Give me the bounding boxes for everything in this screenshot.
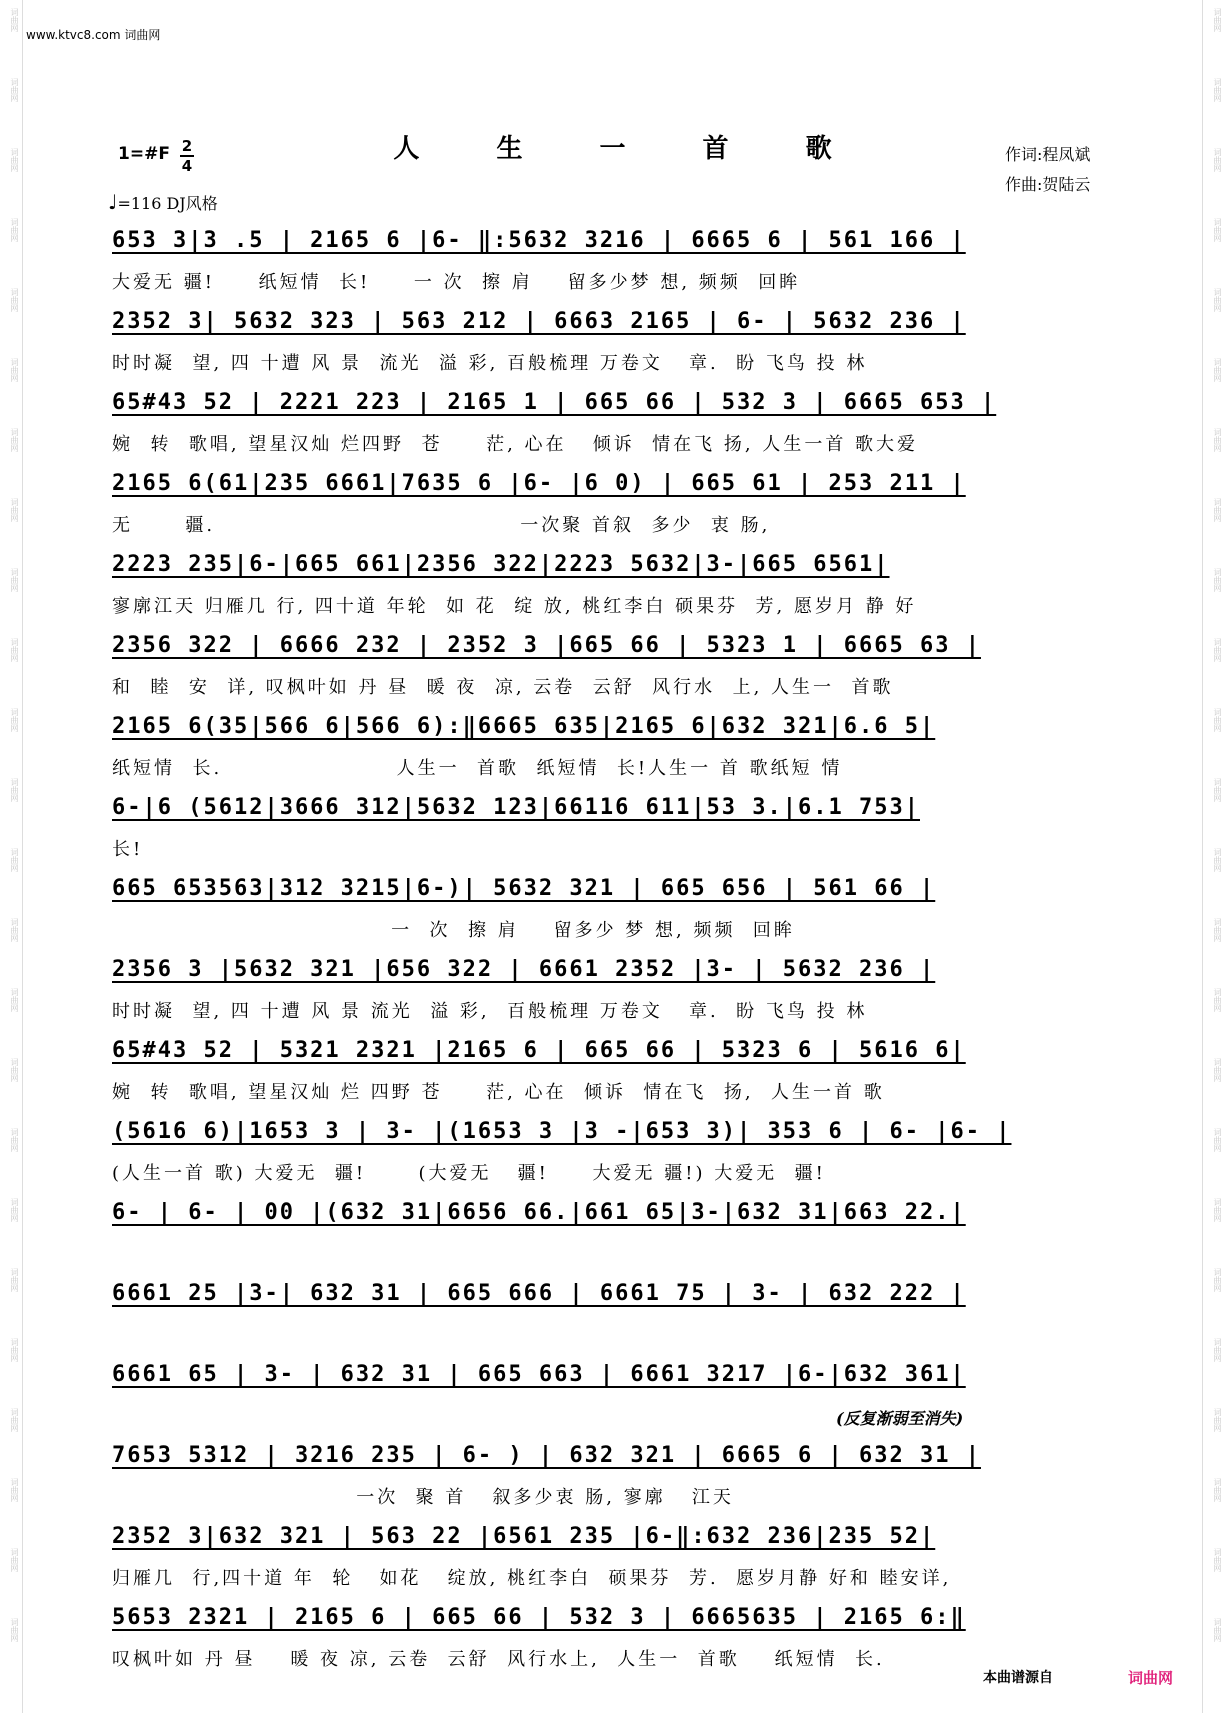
repeat-note: (反复渐弱至消失) xyxy=(836,1409,964,1428)
lyrics-line: 婉 转 歌唱, 望星汉灿 烂 四野 苍 茫, 心在 倾诉 情在飞 扬, 人生一首 歌 xyxy=(112,1082,885,1103)
composer-credit: 作曲:贺陆云 xyxy=(1005,175,1091,194)
watermark-text: 词曲网 xyxy=(10,1478,19,1502)
watermark-text: 词曲网 xyxy=(1213,1618,1222,1642)
tempo-marking xyxy=(108,190,218,214)
music-line: (5616 6)|1653 3 | 3- |(1653 3 |3 -|653 3)| 353 6 | 6- |6- | xyxy=(112,1119,1012,1144)
right-watermark-strip xyxy=(1202,0,1225,1713)
lyrics-line: 无 疆. 一次聚 首叙 多少 衷 肠, xyxy=(112,515,771,536)
watermark-text: 词曲网 xyxy=(1213,708,1222,732)
watermark-text: 词曲网 xyxy=(1213,1198,1222,1222)
music-line: 2223 235|6-|665 661|2356 322|2223 5632|3-|665 6561| xyxy=(112,552,890,577)
lyrics-line: 一次 聚 首 叙多少衷 肠, 寥廓 江天 xyxy=(112,1487,734,1508)
watermark-text: 词曲网 xyxy=(10,568,19,592)
watermark-text: 词曲网 xyxy=(10,8,19,32)
watermark-text: 词曲网 xyxy=(1213,918,1222,942)
watermark-text: 词曲网 xyxy=(10,498,19,522)
watermark-text: 词曲网 xyxy=(1213,428,1222,452)
watermark-text: 词曲网 xyxy=(10,778,19,802)
watermark-text: 词曲网 xyxy=(1213,78,1222,102)
watermark-text: 词曲网 xyxy=(1213,1058,1222,1082)
watermark-text: 词曲网 xyxy=(1213,8,1222,32)
quarter-note-icon: ♩ xyxy=(108,190,118,214)
watermark-text: 词曲网 xyxy=(10,428,19,452)
watermark-text: 词曲网 xyxy=(10,1268,19,1292)
music-line: 65#43 52 | 5321 2321 |2165 6 | 665 66 | 5323 6 | 5616 6| xyxy=(112,1038,966,1063)
watermark-text: 词曲网 xyxy=(10,1618,19,1642)
lyrics-line xyxy=(112,1311,1112,1360)
watermark-text: 词曲网 xyxy=(1213,1128,1222,1152)
music-line: 2356 322 | 6666 232 | 2352 3 |665 66 | 5323 1 | 6665 63 | xyxy=(112,633,981,658)
key-signature: 1=#F xyxy=(118,144,170,164)
lyrics-line: 时时凝 望, 四 十遭 风 景 流光 溢 彩, 百般梳理 万卷文 章. 盼 飞鸟 投 林 xyxy=(112,353,868,374)
lyrics-line xyxy=(112,1230,1112,1279)
watermark-text: 词曲网 xyxy=(1213,778,1222,802)
watermark-text: 词曲网 xyxy=(1213,848,1222,872)
watermark-text: 词曲网 xyxy=(1213,1548,1222,1572)
lyrics-line: 和 睦 安 详, 叹枫叶如 丹 昼 暖 夜 凉, 云卷 云舒 风行水 上, 人生一 首歌 xyxy=(112,677,894,698)
watermark-text: 词曲网 xyxy=(1213,988,1222,1012)
lyrics-line: 长! xyxy=(112,839,144,860)
lyricist-credit: 作词:程凤斌 xyxy=(1005,145,1091,164)
watermark-text: 词曲网 xyxy=(1213,498,1222,522)
music-line: 2165 6(35|566 6|566 6):‖6665 635|2165 6|632 321|6.6 5| xyxy=(112,714,936,739)
time-signature-bottom: 4 xyxy=(181,157,193,175)
watermark-text: 词曲网 xyxy=(10,358,19,382)
footer-site-link[interactable]: 词曲网 xyxy=(1128,1669,1174,1687)
site-url[interactable]: www.ktvc8.com 词曲网 xyxy=(26,28,161,42)
footer-source-label: 本曲谱源自 xyxy=(983,1670,1053,1686)
music-line: 2165 6(61|235 6661|7635 6 |6- |6 0) | 665 61 | 253 211 | xyxy=(112,471,966,496)
score-body xyxy=(112,226,1112,1684)
watermark-text: 词曲网 xyxy=(10,78,19,102)
watermark-text: 词曲网 xyxy=(1213,568,1222,592)
music-line: 5653 2321 | 2165 6 | 665 66 | 532 3 | 6665635 | 2165 6:‖ xyxy=(112,1605,966,1630)
music-line: 6661 25 |3-| 632 31 | 665 666 | 6661 75 | 3- | 632 222 | xyxy=(112,1281,966,1306)
lyrics-line: 归雁几 行,四十道 年 轮 如花 绽放, 桃红李白 硕果芬 芳. 愿岁月静 好和 睦安详, xyxy=(112,1568,952,1589)
lyrics-line: 一 次 擦 肩 留多少 梦 想, 频频 回眸 xyxy=(112,920,795,941)
lyrics-line: 纸短情 长. 人生一 首歌 纸短情 长!人生一 首 歌纸短 情 xyxy=(112,758,843,779)
left-watermark-strip xyxy=(0,0,23,1713)
watermark-text: 词曲网 xyxy=(10,1408,19,1432)
tempo-text: =116 DJ风格 xyxy=(117,194,218,213)
lyrics-line: (人生一首 歌) 大爱无 疆! (大爱无 疆! 大爱无 疆!) 大爱无 疆! xyxy=(112,1163,826,1184)
watermark-text: 词曲网 xyxy=(1213,638,1222,662)
watermark-text: 词曲网 xyxy=(10,288,19,312)
music-line: 2352 3| 5632 323 | 563 212 | 6663 2165 | 6- | 5632 236 | xyxy=(112,309,966,334)
watermark-text: 词曲网 xyxy=(1213,1338,1222,1362)
watermark-text: 词曲网 xyxy=(10,1548,19,1572)
time-signature xyxy=(180,138,194,174)
watermark-text: 词曲网 xyxy=(10,148,19,172)
watermark-text: 词曲网 xyxy=(1213,1478,1222,1502)
music-line: 2356 3 |5632 321 |656 322 | 6661 2352 |3- | 5632 236 | xyxy=(112,957,936,982)
lyrics-line: 寥廓江天 归雁几 行, 四十道 年轮 如 花 绽 放, 桃红李白 硕果芬 芳, 愿岁月 静 好 xyxy=(112,596,917,617)
watermark-text: 词曲网 xyxy=(1213,288,1222,312)
watermark-text: 词曲网 xyxy=(1213,1268,1222,1292)
music-line: 65#43 52 | 2221 223 | 2165 1 | 665 66 | 532 3 | 6665 653 | xyxy=(112,390,997,415)
lyrics-line: 大爱无 疆! 纸短情 长! 一 次 擦 肩 留多少梦 想, 频频 回眸 xyxy=(112,272,801,293)
watermark-text: 词曲网 xyxy=(1213,1408,1222,1432)
watermark-text: 词曲网 xyxy=(10,708,19,732)
watermark-text: 词曲网 xyxy=(10,638,19,662)
watermark-text: 词曲网 xyxy=(10,918,19,942)
watermark-text: 词曲网 xyxy=(10,218,19,242)
music-line: 6661 65 | 3- | 632 31 | 665 663 | 6661 3217 |6-|632 361| xyxy=(112,1362,966,1387)
time-signature-top: 2 xyxy=(181,137,193,155)
lyrics-line: 婉 转 歌唱, 望星汉灿 烂四野 苍 茫, 心在 倾诉 情在飞 扬, 人生一首 歌大爱 xyxy=(112,434,919,455)
watermark-text: 词曲网 xyxy=(10,1058,19,1082)
watermark-text: 词曲网 xyxy=(10,988,19,1012)
watermark-text: 词曲网 xyxy=(1213,148,1222,172)
music-line: 6- | 6- | 00 |(632 31|6656 66.|661 65|3-|632 31|663 22.| xyxy=(112,1200,966,1225)
watermark-text: 词曲网 xyxy=(10,1198,19,1222)
lyrics-line: 时时凝 望, 四 十遭 风 景 流光 溢 彩, 百般梳理 万卷文 章. 盼 飞鸟 投 林 xyxy=(112,1001,868,1022)
watermark-text: 词曲网 xyxy=(10,1128,19,1152)
music-line: 2352 3|632 321 | 563 22 |6561 235 |6-‖:632 236|235 52| xyxy=(112,1524,936,1549)
watermark-text: 词曲网 xyxy=(1213,358,1222,382)
watermark-text: 词曲网 xyxy=(10,1338,19,1362)
watermark-text: 词曲网 xyxy=(1213,218,1222,242)
music-line: 665 653563|312 3215|6-)| 5632 321 | 665 656 | 561 66 | xyxy=(112,876,936,901)
music-line: 6-|6 (5612|3666 312|5632 123|66116 611|53 3.|6.1 753| xyxy=(112,795,920,820)
music-line: 653 3|3 .5 | 2165 6 |6- ‖:5632 3216 | 6665 6 | 561 166 | xyxy=(112,228,966,253)
music-line: 7653 5312 | 3216 235 | 6- ) | 632 321 | 6665 6 | 632 31 | xyxy=(112,1443,981,1468)
lyrics-line: 叹枫叶如 丹 昼 暖 夜 凉, 云卷 云舒 风行水上, 人生一 首歌 纸短情 长. xyxy=(112,1649,885,1670)
watermark-text: 词曲网 xyxy=(10,848,19,872)
song-title: 人 生 一 首 歌 xyxy=(393,134,866,164)
